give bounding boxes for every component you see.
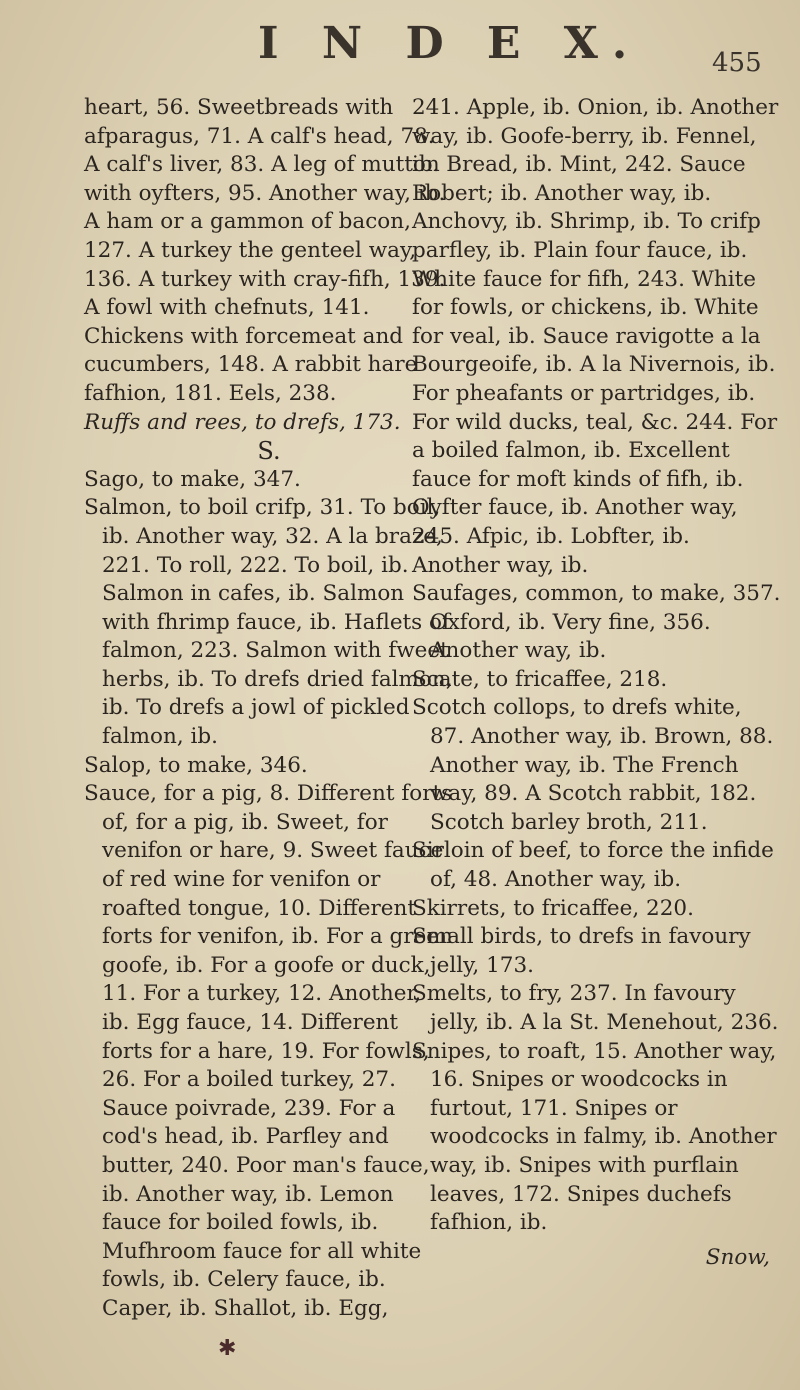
page-number: 455 xyxy=(712,48,762,78)
running-title: I N D E X. xyxy=(258,18,642,69)
index-entry: Sirloin of beef, to force the infide of, 48. Another way, ib. xyxy=(412,838,774,893)
index-entry: Salmon, to boil crifp, 31. To boil, ib. Another way, 32. A la braze, 221. To roll, 222. To boil, ib. Salmon in cafes, ib. Salmon with fhrimp fauce, ib. Haflets of falmon, 223. Salmon with fweet herbs, ib. To drefs dried falmon, ib. To drefs a jowl of pickled falmon, ib. xyxy=(84,495,453,750)
index-entry: Small birds, to drefs in favoury jelly, 173. xyxy=(412,924,751,978)
section-letter: S. xyxy=(257,437,281,466)
index-entry: Saufages, common, to make, 357. Oxford, ib. Very fine, 356. Another way, ib. xyxy=(412,581,781,664)
index-entry: Salop, to make, 346. xyxy=(84,752,308,778)
index-entry: Skirrets, to fricaffee, 220. xyxy=(412,895,694,921)
index-entry: Smelts, to fry, 237. In favoury jelly, ib. A la St. Menehout, 236. xyxy=(412,981,779,1035)
index-entry: heart, 56. Sweetbreads with afparagus, 71. A calf's head, 78. A calf's liver, 83. A leg of mutton with oyfters, 95. Another way, ib. A ham or a gammon of bacon, 127. A turkey the genteel way, 136. A turkey with cray-fifh, 139. A fowl with chefnuts, 141. Chickens with forcemeat and cucumbers, 148. A rabbit hare fafhion, 181. Eels, 238. xyxy=(84,95,446,406)
left-column xyxy=(84,94,454,1324)
ink-blot-icon: ✱ xyxy=(218,1336,237,1361)
index-entry: Sago, to make, 347. xyxy=(84,466,301,492)
page-header xyxy=(0,18,800,78)
right-column xyxy=(412,94,782,1272)
index-entry: Scotch collops, to drefs white, 87. Another way, ib. Brown, 88. Another way, ib. The French way, 89. A Scotch rabbit, 182. Scotch barley broth, 211. xyxy=(412,695,774,835)
index-entry: Snipes, to roaft, 15. Another way, 16. Snipes or woodcocks in furtout, 171. Snipes or woodcocks in falmy, ib. Another way, ib. Snipes with purflain leaves, 172. Snipes duchefs fafhion, ib. xyxy=(412,1038,777,1236)
index-entry: Ruffs and rees, to drefs, 173. xyxy=(84,409,401,435)
catchword: Snow, xyxy=(705,1244,770,1270)
index-entry: 241. Apple, ib. Onion, ib. Another way, ib. Goofe-berry, ib. Fennel, ib. Bread, ib. Mint, 242. Sauce Robert; ib. Another way, ib. Anchovy, ib. Shrimp, ib. To crifp parfley, ib. Plain four fauce, ib. White fauce for fifh, 243. White for fowls, or chickens, ib. White for veal, ib. Sauce ravigotte a la Bourgeoife, ib. A la Nivernois, ib. For pheafants or partridges, ib. For wild ducks, teal, &c. 244. For a boiled falmon, ib. Excellent fauce for moft kinds of fifh, ib. Oyfter fauce, ib. Another way, 245. Afpic, ib. Lobfter, ib. Another way, ib. xyxy=(412,95,779,578)
index-entry: Scate, to fricaffee, 218. xyxy=(412,666,668,692)
index-entry: Sauce, for a pig, 8. Different forts of, for a pig, ib. Sweet, for venifon or hare, 9. Sweet fauce of red wine for venifon or roafted tongue, 10. Different forts for venifon, ib. For a green goofe, ib. For a goofe or duck, 11. For a turkey, 12. Another, ib. Egg fauce, 14. Different forts for a hare, 19. For fowls, 26. For a boiled turkey, 27. Sauce poivrade, 239. For a cod's head, ib. Parfley and butter, 240. Poor man's fauce, ib. Another way, ib. Lemon fauce for boiled fowls, ib. Mufhroom fauce for all white fowls, ib. Celery fauce, ib. Caper, ib. Shallot, ib. Egg, xyxy=(84,781,453,1321)
